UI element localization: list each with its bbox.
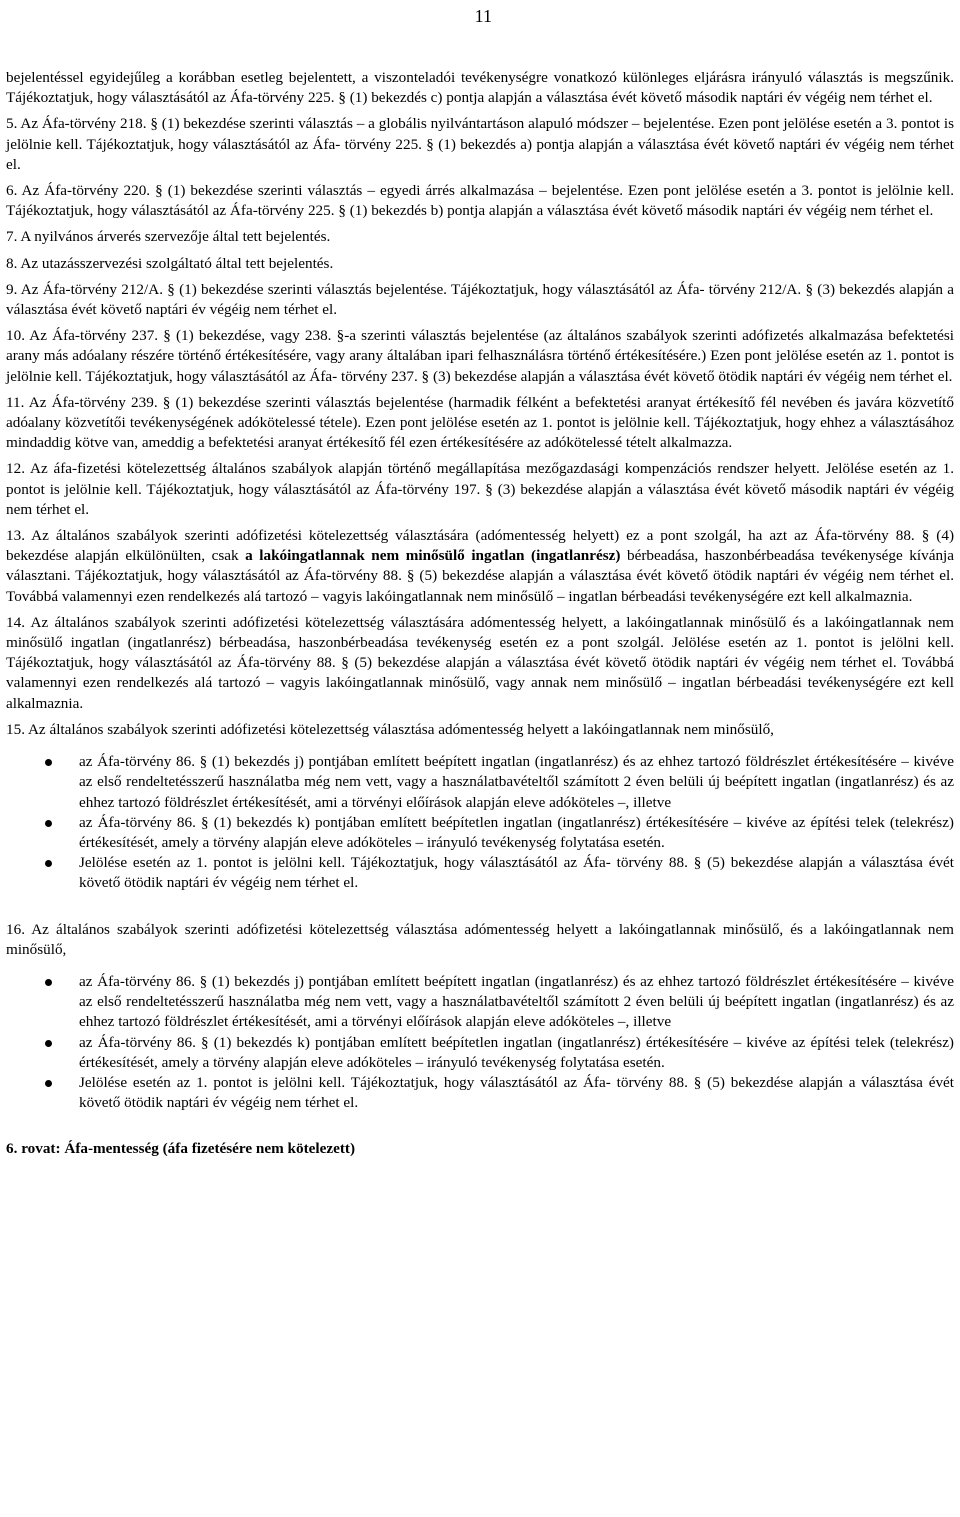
list-item-text: az Áfa-törvény 86. § (1) bekezdés j) pontjában említett beépített ingatlan (ingatlanrész) és az ehhez tartozó földrészlet értékesítésére – kivéve az első rendeltetésszerű használatba még nem vett, vagy a használatbavételtől számított 2 éven belüli új beépített ingatlan (ingatlanrész) és az ehhez tartozó földrészlet értékesítését, ami a törvényi előírások alapján eleve adóköteles –, illetve	[79, 753, 954, 811]
paragraph-13	[6, 526, 954, 607]
list-item-text: az Áfa-törvény 86. § (1) bekezdés j) pontjában említett beépített ingatlan (ingatlanrész) és az ehhez tartozó földrészlet értékesítésére – kivéve az első rendeltetésszerű használatba még nem vett, vagy a használatbavételtől számított 2 éven belüli új beépített ingatlan (ingatlanrész) és az ehhez tartozó földrészlet értékesítését, ami a törvényi előírások alapján eleve adóköteles –, illetve	[79, 972, 954, 1031]
paragraph-13-text-a: 13. Az általános szabályok szerinti adófizetési kötelezettség választására (adómentesség helyett) ez a pont szolgál, ha azt az Áfa-törvény 88. § (4) bekezdése alapján elkülönülten, csak	[6, 527, 954, 565]
list-item-text: az Áfa-törvény 86. § (1) bekezdés k) pontjában említett beépítetlen ingatlan (ingatlanrész) értékesítésére – kivéve az építési telek (telekrész) értékesítését, amely a törvény alapján eleve adóköteles – irányuló tevékenység folytatása esetén.	[79, 1033, 954, 1071]
list-item-text: az Áfa-törvény 86. § (1) bekezdés k) pontjában említett beépítetlen ingatlan (ingatlanrész) értékesítésére – kivéve az építési telek (telekrész) értékesítését, amely a törvény alapján eleve adóköteles – irányuló tevékenység folytatása esetén.	[79, 813, 954, 851]
paragraph-14: 14. Az általános szabályok szerinti adófizetési kötelezettség választására adómentesség helyett, a lakóingatlannak minősülő és a lakóingatlannak nem minősülő ingatlan (ingatlanrész) bérbeadása, haszonbérbeadása tevékenység esetén ez a pont szolgál. Jelölése esetén az 1. pontot is jelölni kell. Tájékoztatjuk, hogy választásától az Áfa-törvény 88. § (5) bekezdése alapján a választása évét követő ötödik naptári év végéig nem térhet el. Továbbá valamennyi ezen rendelkezés alá tartozó – vagyis lakóingatlannak minősülő, vagy annak nem minősülő – ingatlan bérbeadási tevékenységére ezt kell alkalmaznia.	[6, 613, 954, 712]
paragraph-9: 9. Az Áfa-törvény 212/A. § (1) bekezdése szerinti választás bejelentése. Tájékoztatjuk, hogy választásától az Áfa- törvény 212/A. § (3) bekezdés alapján a választása évét követő naptári év végéig nem térhet el.	[6, 280, 954, 319]
list-16	[6, 972, 954, 1113]
paragraph-6: 6. Az Áfa-törvény 220. § (1) bekezdése szerinti választás – egyedi árrés alkalmazása – bejelentése. Ezen pont jelölése esetén a 3. pontot is jelölnie kell. Tájékoztatjuk, hogy választásától az Áfa-törvény 225. § (1) bekezdés b) pontja alapján a választása évét követő második naptári év végéig nem térhet el.	[6, 182, 954, 220]
bullet-icon	[45, 759, 52, 766]
list-item	[6, 1073, 954, 1113]
paragraph-continuation: bejelentéssel egyidejűleg a korábban esetleg bejelentett, a viszonteladói tevékenységre vonatkozó különleges eljárásra irányuló választás is megszűnik. Tájékoztatjuk, hogy választásától az Áfa-törvény 225. § (1) bekezdés c) pontja alapján a választása évét követő második naptári év végéig nem térhet el.	[6, 69, 954, 107]
list-item	[6, 813, 954, 853]
paragraph-7: 7. A nyilvános árverés szervezője által tett bejelentés.	[6, 228, 331, 246]
list-item	[6, 972, 954, 1033]
list-item-text: Jelölése esetén az 1. pontot is jelölni kell. Tájékoztatjuk, hogy választásától az Áfa- törvény 88. § (5) bekezdése alapján a választása évét követő ötödik naptári év végéig nem térhet el.	[79, 1073, 954, 1112]
page-number: 11	[474, 6, 492, 26]
bullet-icon	[45, 820, 52, 827]
bullet-icon	[45, 979, 52, 986]
bullet-icon	[45, 860, 52, 867]
bullet-icon	[45, 1080, 52, 1087]
list-item-text: Jelölése esetén az 1. pontot is jelölni kell. Tájékoztatjuk, hogy választásától az Áfa- törvény 88. § (5) bekezdése alapján a választása évét követő ötödik naptári év végéig nem térhet el.	[79, 854, 954, 892]
section-heading: 6. rovat: Áfa-mentesség (áfa fizetésére nem kötelezett)	[6, 1140, 356, 1158]
paragraph-10: 10. Az Áfa-törvény 237. § (1) bekezdése, vagy 238. §-a szerinti választás bejelentése (az általános szabályok szerinti adófizetés alkalmazása befektetési arany más adóalany részére történő értékesítésére, vagy arany általában ipari felhasználásra történő értékesítésére.) Ezen pont jelölése esetén az 1. pontot is jelölnie kell. Tájékoztatjuk, hogy választásától az Áfa- törvény 237. § (3) bekezdése alapján a választása évét követő ötödik naptári év végéig nem térhet el.	[6, 327, 954, 385]
bullet-icon	[45, 1040, 52, 1047]
paragraph-8: 8. Az utazásszervezési szolgáltató által tett bejelentés.	[6, 254, 334, 272]
paragraph-13-text-b: bérbeadása, haszonbérbeadása tevékenysége kívánja választani. Tájékoztatjuk, hogy választásától az Áfa-törvény 88. § (5) bekezdése alapján a választása évét követő ötödik naptári év végéig nem térhet el. Továbbá valamennyi ezen rendelkezés alá tartozó – vagyis lakóingatlannak nem minősülő – ingatlan bérbeadási tevékenységére ezt kell alkalmaznia.	[6, 547, 955, 605]
list-15	[6, 752, 954, 893]
list-item	[6, 752, 954, 813]
paragraph-11: 11. Az Áfa-törvény 239. § (1) bekezdése szerinti választás bejelentése (harmadik félként a befektetési aranyat értékesítő fél nevében és javára közvetítő adóalany közvetítői tevékenységének adókötelessé tétele). Ezen pont jelölése esetén az 1. pontot is jelölnie kell. Tájékoztatjuk, hogy ehhez a választásához mindaddig kötve van, ameddig a befektetési aranyat értékesítő fél ezen értékesítésére az adókötelessé tételt alkalmazza.	[6, 393, 954, 452]
paragraph-16: 16. Az általános szabályok szerinti adófizetési kötelezettség választása adómentesség helyett a lakóingatlannak minősülő, és a lakóingatlannak nem minősülő,	[6, 920, 954, 958]
paragraph-5: 5. Az Áfa-törvény 218. § (1) bekezdése szerinti választás – a globális nyilvántartáson alapuló módszer – bejelentése. Ezen pont jelölése esetén a 3. pontot is jelölnie kell. Tájékoztatjuk, hogy választásától az Áfa- törvény 225. § (1) bekezdés a) pontja alapján a választása évét követő naptári év végéig nem térhet el.	[6, 115, 954, 173]
paragraph-13-bold: a lakóingatlannak nem minősülő ingatlan (ingatlanrész)	[245, 547, 621, 565]
paragraph-12: 12. Az áfa-fizetési kötelezettség általános szabályok alapján történő megállapítása mezőgazdasági kompenzációs rendszer helyett. Jelölése esetén az 1. pontot is jelölnie kell. Tájékoztatjuk, hogy választásától az Áfa-törvény 197. § (3) bekezdése alapján a választása évét követő második naptári év végéig nem térhet el.	[6, 460, 954, 518]
list-item	[6, 853, 954, 893]
list-item	[6, 1033, 954, 1073]
paragraph-15: 15. Az általános szabályok szerinti adófizetési kötelezettség választása adómentesség helyett a lakóingatlannak nem minősülő,	[6, 720, 774, 738]
